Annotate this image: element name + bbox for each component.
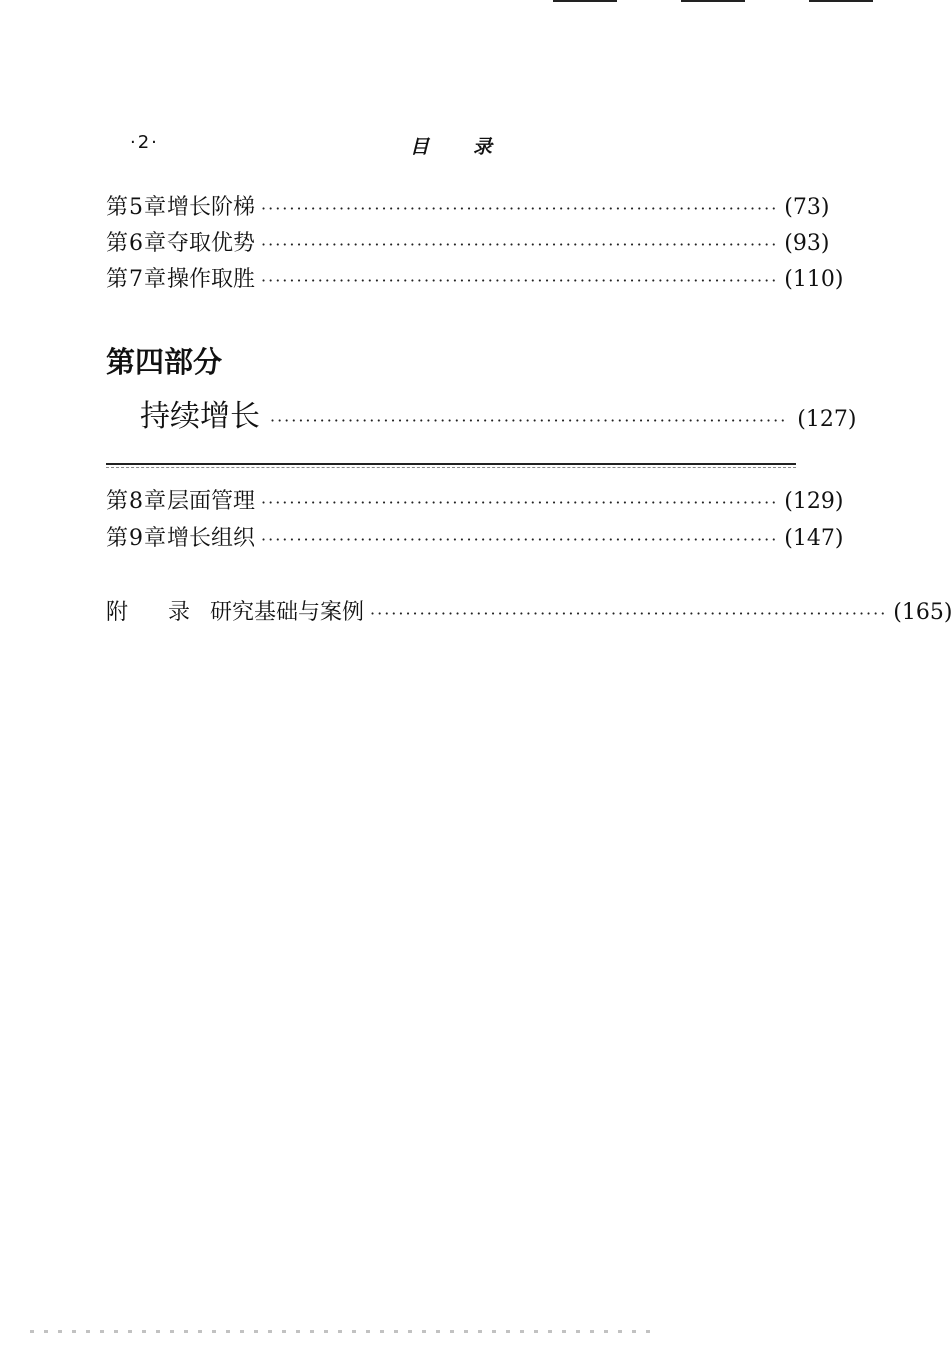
page-ref: (127)	[797, 407, 857, 432]
dot-leader: ·········································································	[261, 235, 779, 254]
page-ref: (73)	[784, 195, 830, 220]
part-title: 持续增长	[140, 399, 260, 434]
chapter-number: 第5章	[106, 195, 167, 220]
chapter-number: 第8章	[106, 489, 167, 514]
page-number: ·2·	[130, 132, 159, 153]
scan-mark	[553, 0, 617, 2]
page-ref: (110)	[784, 267, 844, 292]
divider-line	[106, 467, 796, 468]
chapter-title: 夺取优势	[167, 231, 256, 256]
chapter-title: 增长阶梯	[167, 195, 256, 220]
scan-noise	[30, 1330, 660, 1333]
chapter-number: 第6章	[106, 231, 167, 256]
toc-entry-ch6[interactable]	[106, 228, 830, 260]
chapter-number: 附录	[106, 600, 231, 625]
page-header	[130, 132, 800, 160]
page-ref: (129)	[784, 489, 844, 514]
dot-leader: ·········································································	[261, 199, 779, 218]
page-ref: (165)	[893, 600, 952, 625]
toc-entry-ch8[interactable]	[106, 486, 844, 518]
chapter-title: 研究基础与案例	[210, 600, 365, 625]
toc-entry-ch9[interactable]	[106, 523, 844, 555]
dot-leader: ·········································································	[270, 411, 788, 430]
dot-leader: ·········································································	[261, 530, 779, 549]
toc-entry-ch7[interactable]	[106, 264, 844, 296]
dot-leader: ·········································································	[261, 493, 779, 512]
scan-mark	[809, 0, 873, 2]
toc-entry-ch5[interactable]	[106, 192, 830, 224]
dot-leader: ·········································································	[370, 604, 888, 623]
chapter-title: 层面管理	[167, 489, 256, 514]
dot-leader: ·········································································	[261, 271, 779, 290]
chapter-title: 操作取胜	[167, 267, 256, 292]
scan-mark	[681, 0, 745, 2]
page-ref: (147)	[784, 526, 844, 551]
running-title: 目录	[410, 136, 537, 158]
part-heading: 第四部分	[106, 345, 223, 379]
toc-entry-part4[interactable]	[140, 396, 857, 438]
toc-entry-appendix[interactable]	[106, 597, 952, 629]
chapter-number: 第9章	[106, 526, 167, 551]
chapter-title: 增长组织	[167, 526, 256, 551]
divider-line	[106, 463, 796, 465]
page-ref: (93)	[784, 231, 830, 256]
chapter-number: 第7章	[106, 267, 167, 292]
